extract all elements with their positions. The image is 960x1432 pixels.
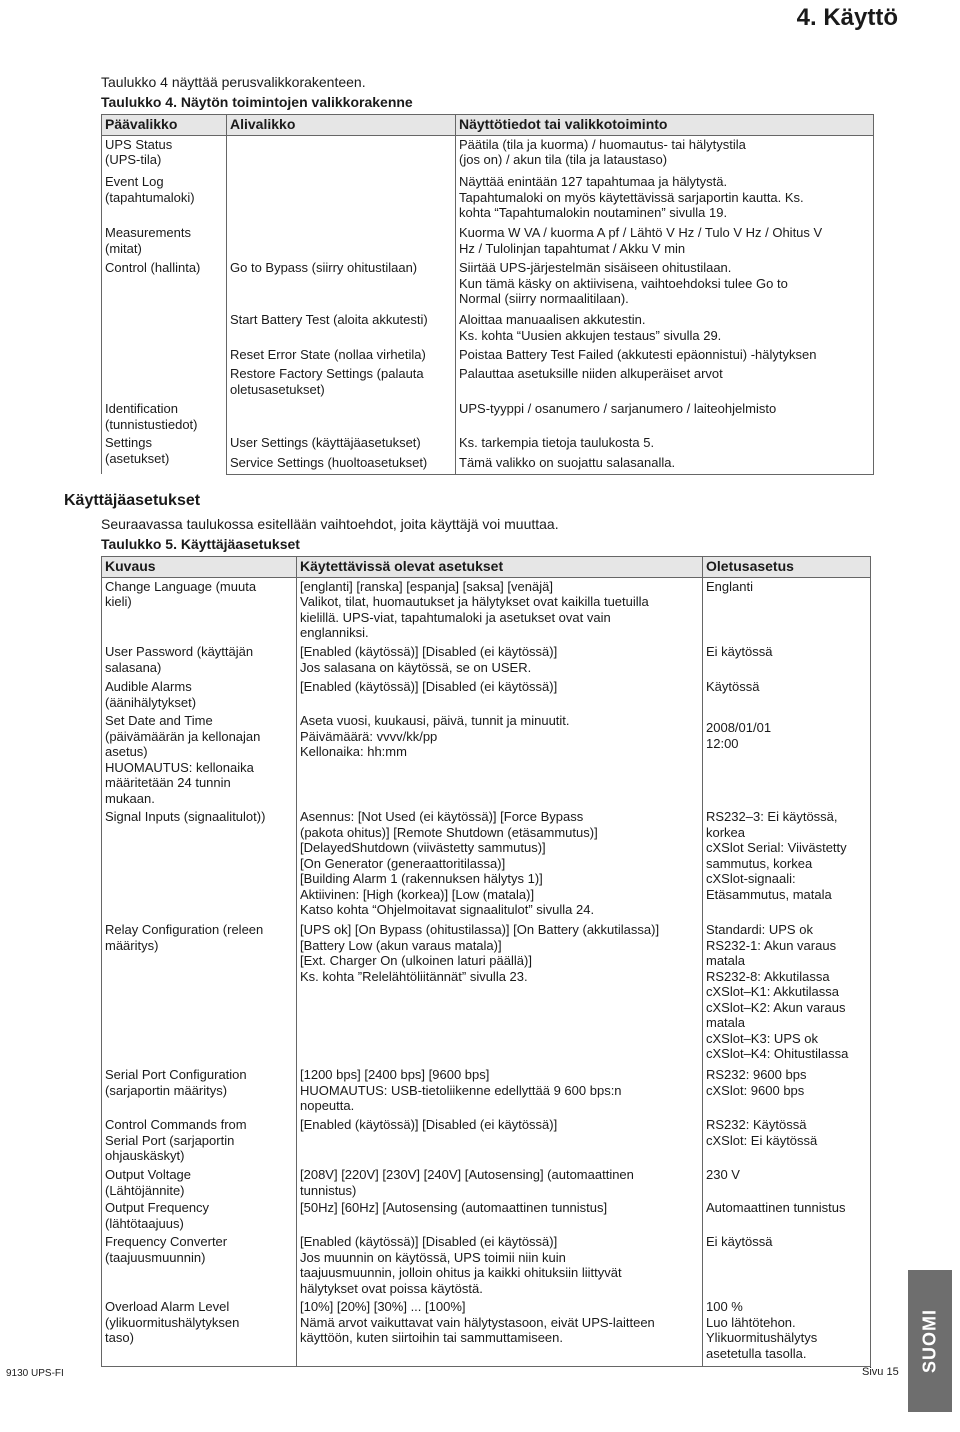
submenu-cell: User Settings (käyttäjäasetukset)	[227, 434, 456, 454]
section-intro-text: Seuraavassa taulukossa esitellään vaihtoehdot, joita käyttäjä voi muuttaa.	[101, 516, 559, 532]
submenu-cell: Restore Factory Settings (palauta oletusasetukset)	[227, 365, 456, 400]
description-cell: Relay Configuration (releen määritys)	[102, 921, 297, 1066]
description-cell: Audible Alarms (äänihälytykset)	[102, 678, 297, 712]
table-row	[102, 643, 871, 678]
table-5-caption: Taulukko 5. Käyttäjäasetukset	[101, 536, 300, 552]
description-cell: Output Voltage (Lähtöjännite)	[102, 1166, 297, 1199]
submenu-cell	[227, 135, 456, 173]
table-row	[102, 224, 874, 259]
main-menu-cell: Settings (asetukset)	[102, 434, 227, 474]
options-cell: [50Hz] [60Hz] [Autosensing (automaattinen tunnistus]	[297, 1199, 703, 1233]
options-cell: [Enabled (käytössä)] [Disabled (ei käytössä)]	[297, 678, 703, 712]
default-cell: Automaattinen tunnistus	[703, 1199, 871, 1233]
table-row	[102, 259, 874, 311]
info-cell: Kuorma W VA / kuorma A pf / Lähtö V Hz / Tulo V Hz / Ohitus V Hz / Tulolinjan tapahtumat / Akku V min	[456, 224, 874, 259]
info-cell: Ks. tarkempia tietoja taulukosta 5.	[456, 434, 874, 454]
table-row	[102, 311, 874, 346]
info-cell: Näyttää enintään 127 tapahtumaa ja hälytystä. Tapahtumaloki on myös käytettävissä sarjaportin kautta. Ks. kohta “Tapahtumalokin noutaminen” sivulla 19.	[456, 173, 874, 224]
options-cell: Asennus: [Not Used (ei käytössä)] [Force Bypass (pakota ohitus)] [Remote Shutdown (etäsammutus)] [DelayedShutdown (viivästetty sammutus)] [On Generator (generaattoritilassa)] [Building Alarm 1 (rakennuksen hälytys 1)] Aktiivinen: [High (korkea)] [Low (matala)] Katso kohta “Ohjelmoitavat signaalitulot” sivulla 24.	[297, 808, 703, 921]
options-cell: [Enabled (käytössä)] [Disabled (ei käytössä)] Jos salasana on käytössä, se on USER.	[297, 643, 703, 678]
default-cell: RS232: Käytössä cXSlot: Ei käytössä	[703, 1116, 871, 1166]
default-cell: 2008/01/01 12:00	[703, 712, 871, 808]
table-row	[102, 921, 871, 1066]
submenu-cell	[227, 173, 456, 224]
column-header: Käytettävissä olevat asetukset	[297, 557, 703, 578]
main-menu-cell	[102, 311, 227, 346]
column-header: Kuvaus	[102, 557, 297, 578]
table-row	[102, 400, 874, 434]
column-header: Oletusasetus	[703, 557, 871, 578]
intro-text: Taulukko 4 näyttää perusvalikkorakenteen.	[101, 74, 366, 90]
description-cell: Overload Alarm Level (ylikuormitushälytyksen taso)	[102, 1298, 297, 1366]
menu-structure-table	[101, 114, 874, 475]
main-menu-cell: Control (hallinta)	[102, 259, 227, 311]
main-menu-cell	[102, 346, 227, 365]
table-row	[102, 365, 874, 400]
table-row	[102, 678, 871, 712]
intro-block	[101, 72, 413, 112]
description-cell: Control Commands from Serial Port (sarjaportin ohjauskäskyt)	[102, 1116, 297, 1166]
table-row	[102, 1233, 871, 1298]
table-row	[102, 173, 874, 224]
column-header: Alivalikko	[227, 115, 456, 136]
default-cell: 100 % Luo lähtötehon. Ylikuormitushälytys asetetulla tasolla.	[703, 1298, 871, 1366]
table-row	[102, 808, 871, 921]
info-cell: Palauttaa asetuksille niiden alkuperäiset arvot	[456, 365, 874, 400]
default-cell: Ei käytössä	[703, 1233, 871, 1298]
table-row	[102, 1066, 871, 1116]
submenu-cell	[227, 224, 456, 259]
table-row	[102, 135, 874, 173]
default-cell: RS232–3: Ei käytössä, korkea cXSlot Serial: Viivästetty sammutus, korkea cXSlot-signaali: Etäsammutus, matala	[703, 808, 871, 921]
info-cell: Poistaa Battery Test Failed (akkutesti epäonnistui) -hälytyksen	[456, 346, 874, 365]
options-cell: [UPS ok] [On Bypass (ohitustilassa)] [On Battery (akkutilassa)] [Battery Low (akun varaus matala)] [Ext. Charger On (ulkoinen laturi päällä)] Ks. kohta ”Relelähtöliitännät” sivulla 23.	[297, 921, 703, 1066]
submenu-cell: Start Battery Test (aloita akkutesti)	[227, 311, 456, 346]
column-header: Näyttötiedot tai valikkotoiminto	[456, 115, 874, 136]
options-cell: [1200 bps] [2400 bps] [9600 bps] HUOMAUTUS: USB-tietoliikenne edellyttää 9 600 bps:n nopeutta.	[297, 1066, 703, 1116]
table-row	[102, 346, 874, 365]
table-4-caption: Taulukko 4. Näytön toimintojen valikkorakenne	[101, 94, 413, 110]
submenu-cell: Service Settings (huoltoasetukset)	[227, 454, 456, 474]
main-menu-cell: Measurements (mitat)	[102, 224, 227, 259]
description-cell: Set Date and Time (päivämäärän ja kellonajan asetus) HUOMAUTUS: kellonaika määritetään 24 tunnin mukaan.	[102, 712, 297, 808]
options-cell: [Enabled (käytössä)] [Disabled (ei käytössä)]	[297, 1116, 703, 1166]
page-number: Sivu 15	[862, 1366, 899, 1378]
info-cell: Tämä valikko on suojattu salasanalla.	[456, 454, 874, 474]
column-header: Päävalikko	[102, 115, 227, 136]
main-menu-cell: Event Log (tapahtumaloki)	[102, 173, 227, 224]
section-heading: Käyttäjäasetukset	[64, 492, 201, 509]
description-cell: Frequency Converter (taajuusmuunnin)	[102, 1233, 297, 1298]
default-cell: Ei käytössä	[703, 643, 871, 678]
info-cell: Päätila (tila ja kuorma) / huomautus- tai hälytystila (jos on) / akun tila (tila ja lataustaso)	[456, 135, 874, 173]
table-row	[102, 1298, 871, 1366]
main-menu-cell: UPS Status (UPS-tila)	[102, 135, 227, 173]
description-cell: User Password (käyttäjän salasana)	[102, 643, 297, 678]
description-cell: Serial Port Configuration (sarjaportin määritys)	[102, 1066, 297, 1116]
main-menu-cell	[102, 365, 227, 400]
table-row	[102, 434, 874, 454]
table-row	[102, 712, 871, 808]
submenu-cell: Reset Error State (nollaa virhetila)	[227, 346, 456, 365]
language-tab	[908, 1270, 952, 1412]
options-cell: [Enabled (käytössä)] [Disabled (ei käytössä)] Jos muunnin on käytössä, UPS toimii niin kuin taajuusmuunnin, jolloin ohitus ja kaikki ohituksiin liittyvät hälytykset ovat poissa käytöstä.	[297, 1233, 703, 1298]
default-cell: Englanti	[703, 577, 871, 643]
section-intro	[101, 514, 559, 554]
default-cell: Käytössä	[703, 678, 871, 712]
table-row	[102, 1166, 871, 1199]
table-row	[102, 1116, 871, 1166]
submenu-cell: Go to Bypass (siirry ohitustilaan)	[227, 259, 456, 311]
user-settings-table	[101, 556, 871, 1367]
description-cell: Change Language (muuta kieli)	[102, 577, 297, 643]
language-tab-label: SUOMI	[919, 1308, 940, 1374]
options-cell: [208V] [220V] [230V] [240V] [Autosensing] (automaattinen tunnistus)	[297, 1166, 703, 1199]
main-menu-cell: Identification (tunnistustiedot)	[102, 400, 227, 434]
options-cell: Aseta vuosi, kuukausi, päivä, tunnit ja minuutit. Päivämäärä: vvvv/kk/pp Kellonaika: hh:mm	[297, 712, 703, 808]
info-cell: UPS-tyyppi / osanumero / sarjanumero / laiteohjelmisto	[456, 400, 874, 434]
description-cell: Output Frequency (lähtötaajuus)	[102, 1199, 297, 1233]
default-cell: 230 V	[703, 1166, 871, 1199]
default-cell: RS232: 9600 bps cXSlot: 9600 bps	[703, 1066, 871, 1116]
default-cell: Standardi: UPS ok RS232-1: Akun varaus matala RS232-8: Akkutilassa cXSlot–K1: Akkutilassa cXSlot–K2: Akun varaus matala cXSlot–K3: UPS ok cXSlot–K4: Ohitustilassa	[703, 921, 871, 1066]
chapter-title: 4. Käyttö	[796, 4, 898, 31]
options-cell: [10%] [20%] [30%] ... [100%] Nämä arvot vaikuttavat vain hälytystasoon, eivät UPS-laitteen käyttöön, kuten siirtoihin tai sammuttamiseen.	[297, 1298, 703, 1366]
info-cell: Aloittaa manuaalisen akkutestin. Ks. kohta “Uusien akkujen testaus” sivulla 29.	[456, 311, 874, 346]
document-code: 9130 UPS-FI	[6, 1368, 64, 1379]
info-cell: Siirtää UPS-järjestelmän sisäiseen ohitustilaan. Kun tämä käsky on aktiivisena, vaihtoehdoksi tulee Go to Normal (siirry normaalitilaan).	[456, 259, 874, 311]
table-row	[102, 1199, 871, 1233]
table-row	[102, 577, 871, 643]
submenu-cell	[227, 400, 456, 434]
options-cell: [englanti] [ranska] [espanja] [saksa] [venäjä] Valikot, tilat, huomautukset ja hälytykset ovat kaikilla tuetuilla kielillä. UPS-viat, tapahtumaloki ja asetukset ovat vain englanniksi.	[297, 577, 703, 643]
description-cell: Signal Inputs (signaalitulot))	[102, 808, 297, 921]
